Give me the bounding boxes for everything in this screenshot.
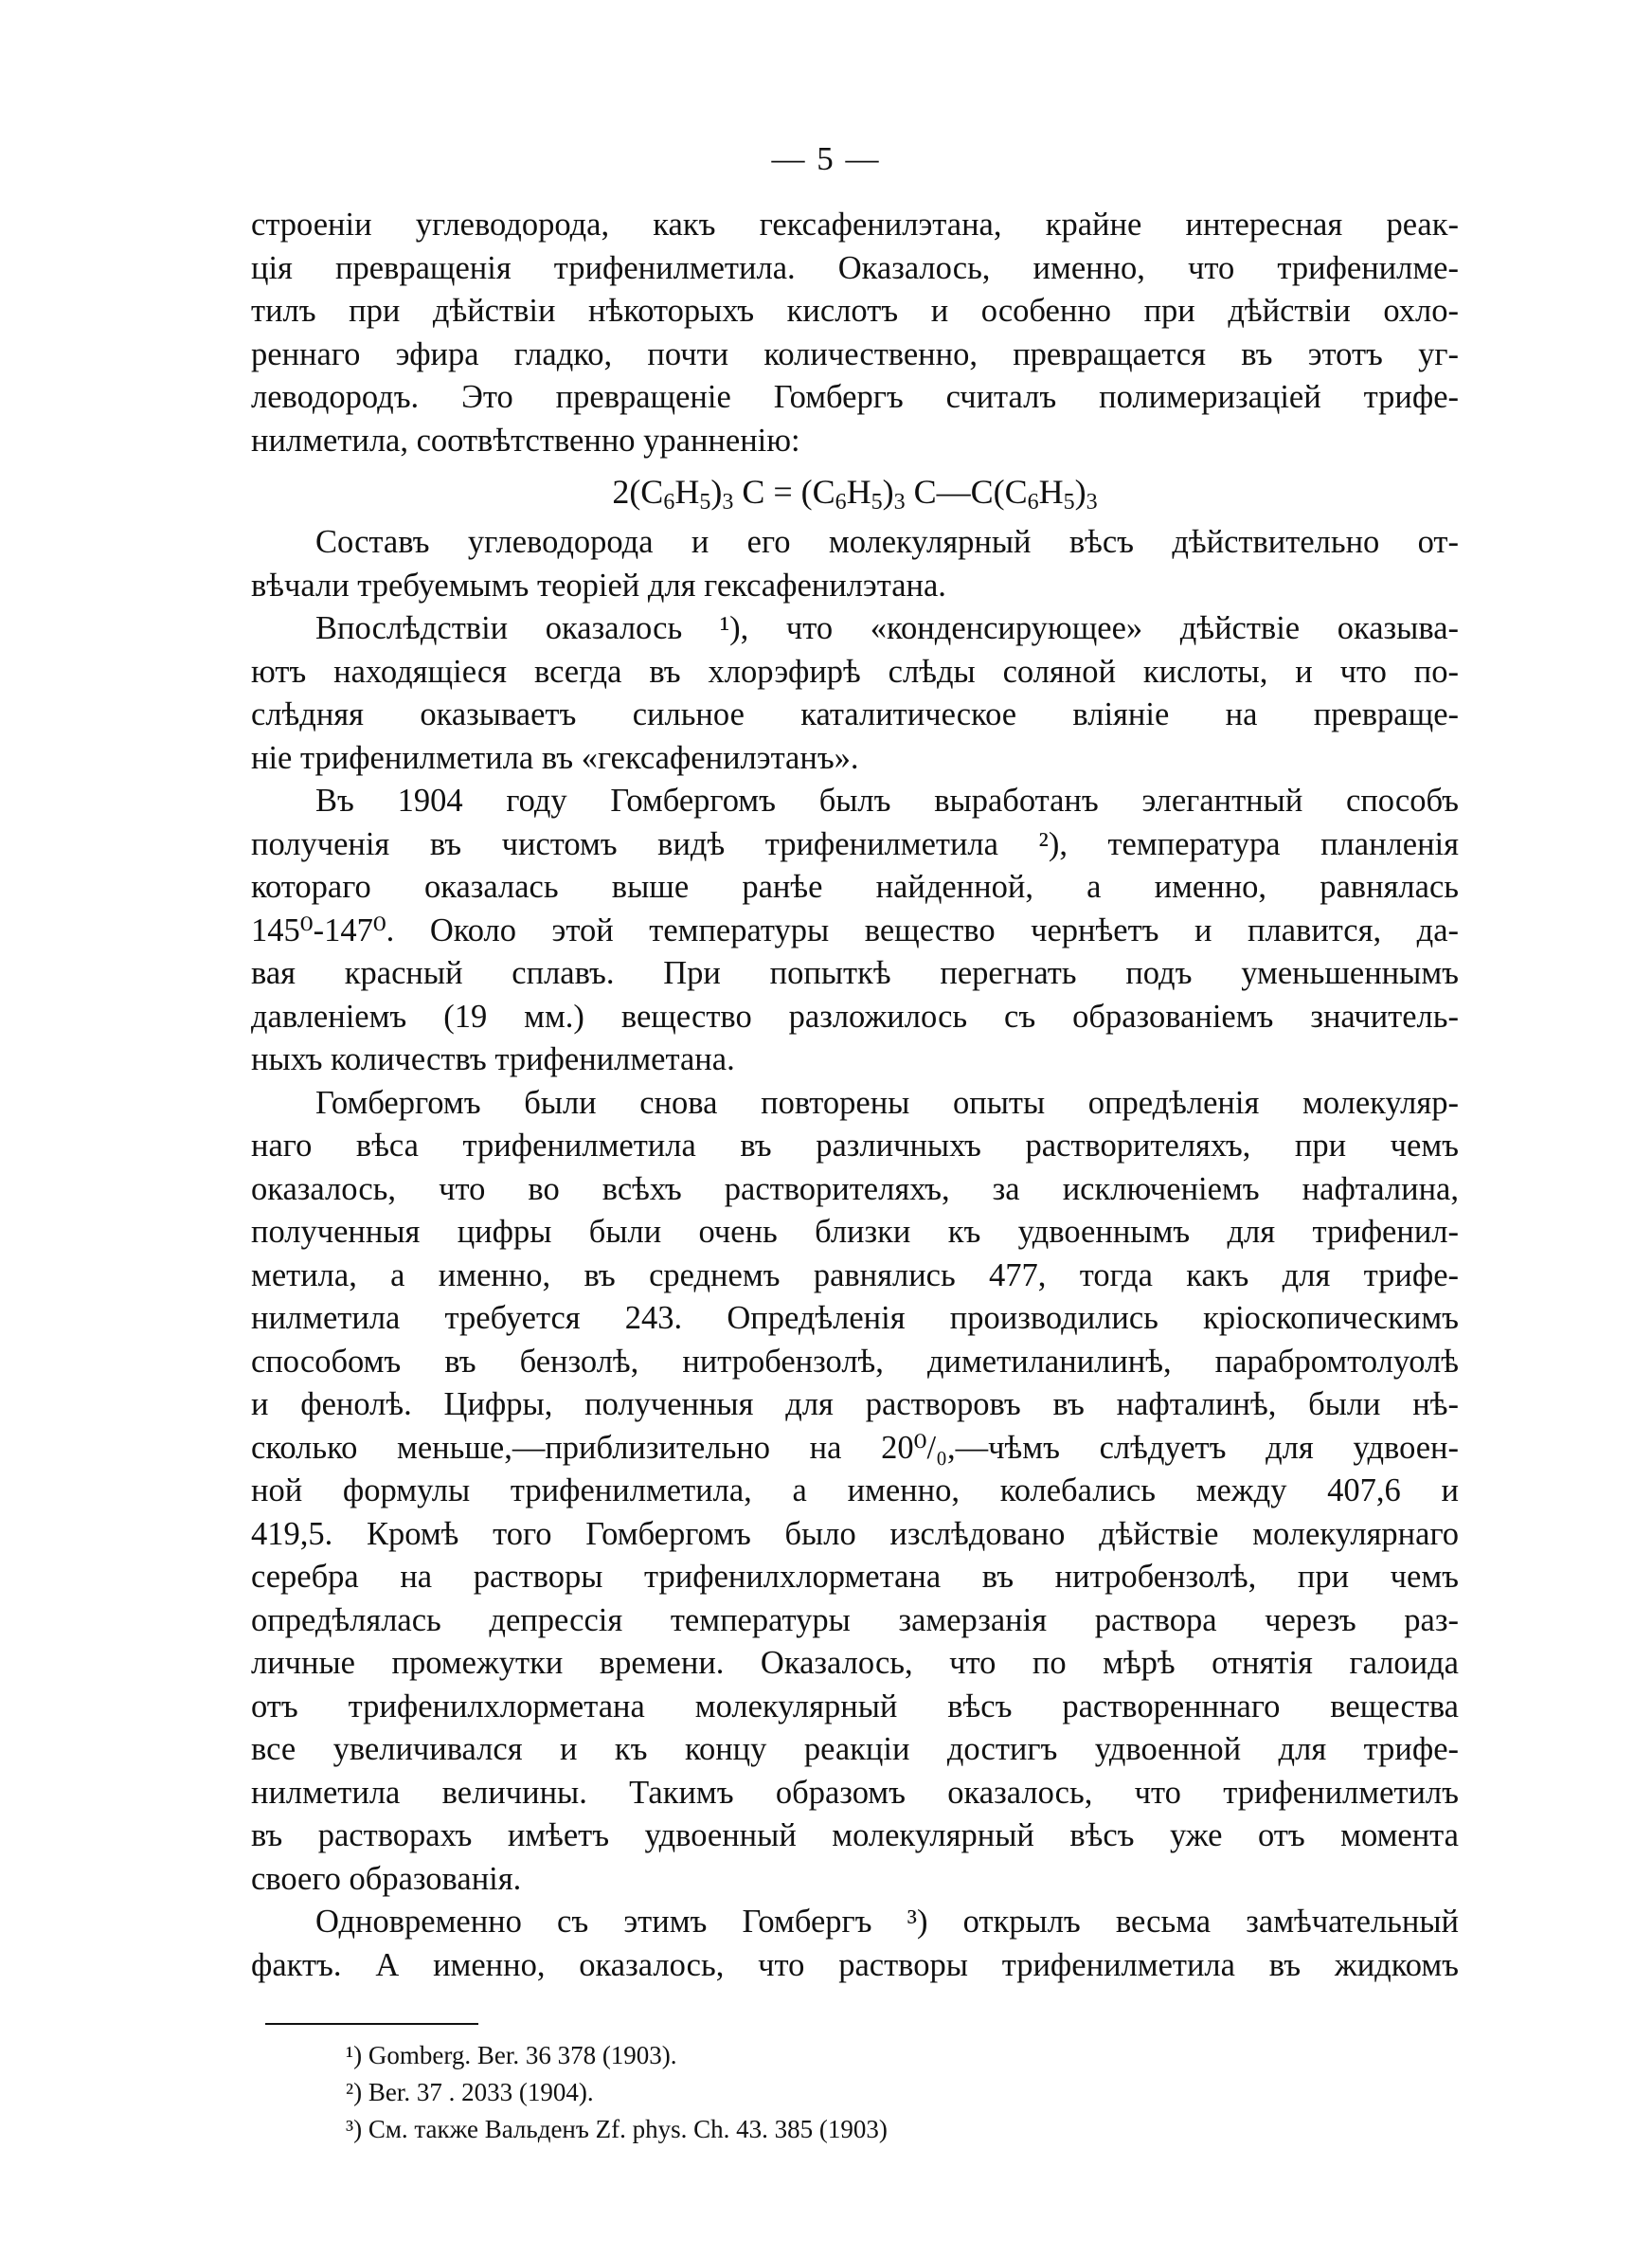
text-line: сколько меньше,—приблизительно на 20⁰/₀,—чѣмъ слѣдуетъ для удвоен-	[251, 1429, 1459, 1466]
text-line: слѣдняя оказываетъ сильное каталитическое вліяніе на превраще-	[251, 696, 1459, 732]
text-line: 145⁰-147⁰. Около этой температуры вещество чернѣетъ и плавится, да-	[251, 912, 1459, 948]
text-line: способомъ въ бензолѣ, нитробензолѣ, диметиланилинѣ, парабромтолуолѣ	[251, 1343, 1459, 1380]
text-line: полученныя цифры были очень близки къ удвоеннымъ для трифенил-	[251, 1214, 1459, 1250]
footnote: ¹) Gomberg. Ber. 36 378 (1903).	[346, 2041, 677, 2069]
text-line: ніе трифенилметила въ «гексафенилэтанъ».	[251, 739, 859, 776]
text-line: и фенолѣ. Цифры, полученныя для растворовъ въ нафталинѣ, были нѣ-	[251, 1386, 1459, 1422]
text-line: ція превращенія трифенилметила. Оказалось, именно, что трифенилме-	[251, 249, 1459, 286]
body-text	[251, 204, 1459, 1987]
text-line: вая красный сплавъ. При попыткѣ перегнать подъ уменьшеннымъ	[251, 955, 1459, 991]
text-line: серебра на растворы трифенилхлорметана въ нитробензолѣ, при чемъ	[251, 1559, 1459, 1595]
footnotes	[346, 2037, 888, 2148]
text-line: Въ 1904 году Гомбергомъ былъ выработанъ элегантный способъ	[315, 783, 1459, 819]
text-line: вѣчали требуемымъ теоріей для гексафенилэтана.	[251, 567, 946, 604]
text-line: ной формулы трифенилметила, а именно, колебались между 407,6 и	[251, 1472, 1459, 1508]
text-line: въ растворахъ имѣетъ удвоенный молекулярный вѣсъ уже отъ момента	[251, 1817, 1459, 1853]
text-line: давленіемъ (19 мм.) вещество разложилось съ образованіемъ значитель-	[251, 998, 1459, 1035]
text-line: 419,5. Кромѣ того Гомбергомъ было изслѣдовано дѣйствіе молекулярнаго	[251, 1515, 1459, 1552]
text-line: все увеличивался и къ концу реакціи достигъ удвоенной для трифе-	[251, 1731, 1459, 1767]
footnote-divider	[265, 2023, 478, 2025]
text-line: леводородъ. Это превращеніе Гомбергъ считалъ полимеризацiей трифе-	[251, 379, 1459, 415]
text-line: тилъ при дѣйствіи нѣкоторыхъ кислотъ и особенно при дѣйствіи охло-	[251, 293, 1459, 329]
text-line: реннаго эфира гладко, почти количественно, превращается въ этотъ уг-	[251, 335, 1459, 372]
text-line: Составъ углеводорода и его молекулярный вѣсъ дѣйствительно от-	[315, 524, 1459, 560]
text-line: ныхъ количествъ трифенилметана.	[251, 1041, 735, 1077]
text-line: строеніи углеводорода, какъ гексафенилэтана, крайне интересная реак-	[251, 207, 1459, 243]
text-line: своего образованія.	[251, 1860, 522, 1897]
page-number: — 5 —	[771, 140, 881, 177]
body-text-continued	[251, 521, 1459, 1987]
text-line: оказалось, что во всѣхъ растворителяхъ, за исключеніемъ нафталина,	[251, 1170, 1459, 1207]
text-line: нилметила требуется 243. Опредѣленія производились кріоскопическимъ	[251, 1300, 1459, 1336]
text-line: наго вѣса трифенилметила въ различныхъ растворителяхъ, при чемъ	[251, 1128, 1459, 1164]
text-line: Гомбергомъ были снова повторены опыты опредѣленія молекуляр-	[315, 1084, 1459, 1121]
text-line: ютъ находящіеся всегда въ хлорэфирѣ слѣды соляной кислоты, и что по-	[251, 653, 1459, 690]
text-line: фактъ. А именно, оказалось, что растворы трифенилметила въ жидкомъ	[251, 1946, 1459, 1983]
text-line: личные промежутки времени. Оказалось, что по мѣрѣ отнятія галоида	[251, 1645, 1459, 1681]
text-line: метила, а именно, въ среднемъ равнялись 477, тогда какъ для трифе-	[251, 1256, 1459, 1293]
text-line: нилметила, соотвѣтственно уранненію:	[251, 422, 800, 459]
text-line: нилметила величины. Такимъ образомъ оказалось, что трифенилметилъ	[251, 1774, 1459, 1811]
text-line: отъ трифенилхлорметана молекулярный вѣсъ растворенннаго вещества	[251, 1688, 1459, 1724]
text-line: опредѣлялась депрессія температуры замерзанія раствора черезъ раз-	[251, 1601, 1459, 1638]
text-line: полученія въ чистомъ видѣ трифенилметила ²), температура планленія	[251, 825, 1459, 862]
footnote: ³) См. также Вальденъ Zf. phys. Ch. 43. 385 (1903)	[346, 2115, 888, 2143]
chemical-equation: $2(C_6H_5)_3$ $C = (C_6H_5)_3$ $C—C(C_6H_5)_3$	[612, 473, 1098, 515]
footnote: ²) Ber. 37 . 2033 (1904).	[346, 2078, 594, 2106]
text-line: котораго оказалась выше ранѣе найденной, а именно, равнялась	[251, 869, 1459, 905]
text-line: Одновременно съ этимъ Гомбергъ ³) открылъ весьма замѣчательный	[315, 1904, 1459, 1940]
text-line: Впослѣдствіи оказалось ¹), что «конденсирующее» дѣйствіе оказыва-	[315, 610, 1459, 646]
